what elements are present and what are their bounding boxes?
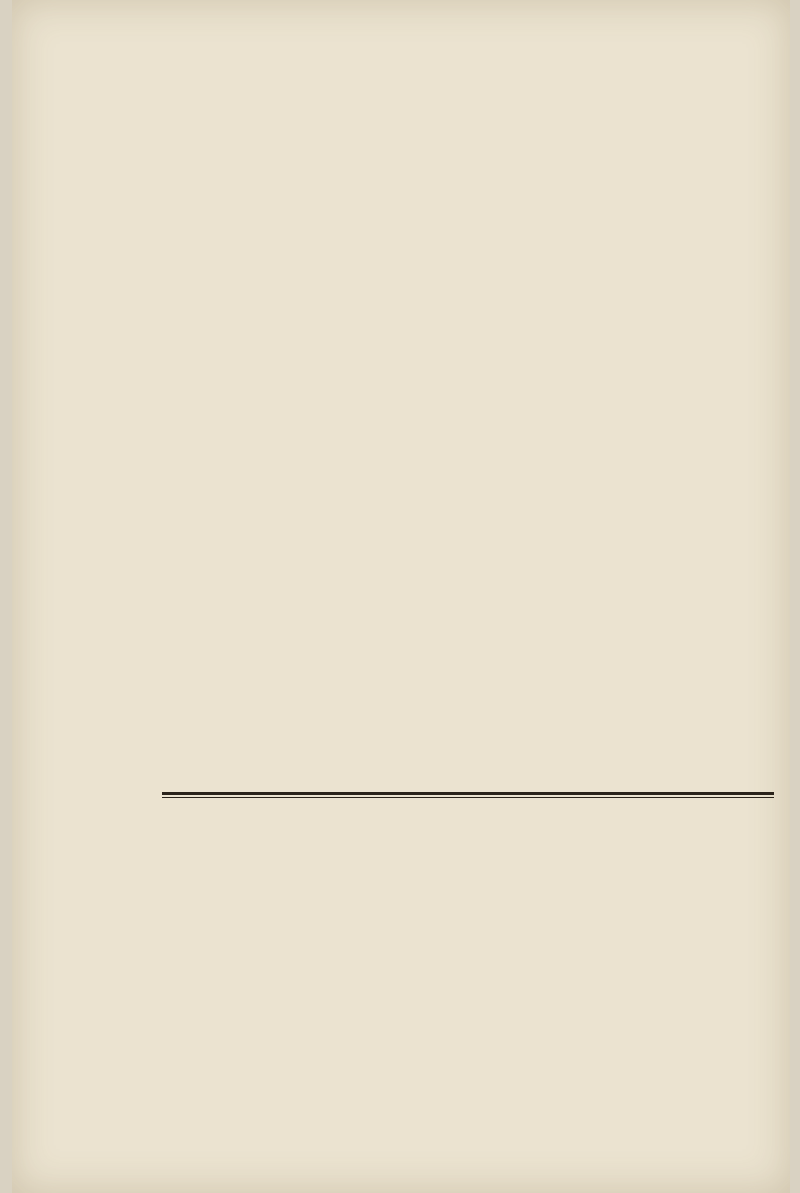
page-header [124, 48, 684, 78]
section-divider [162, 792, 774, 795]
book-page [12, 0, 790, 1193]
section-divider-thin [162, 797, 774, 798]
